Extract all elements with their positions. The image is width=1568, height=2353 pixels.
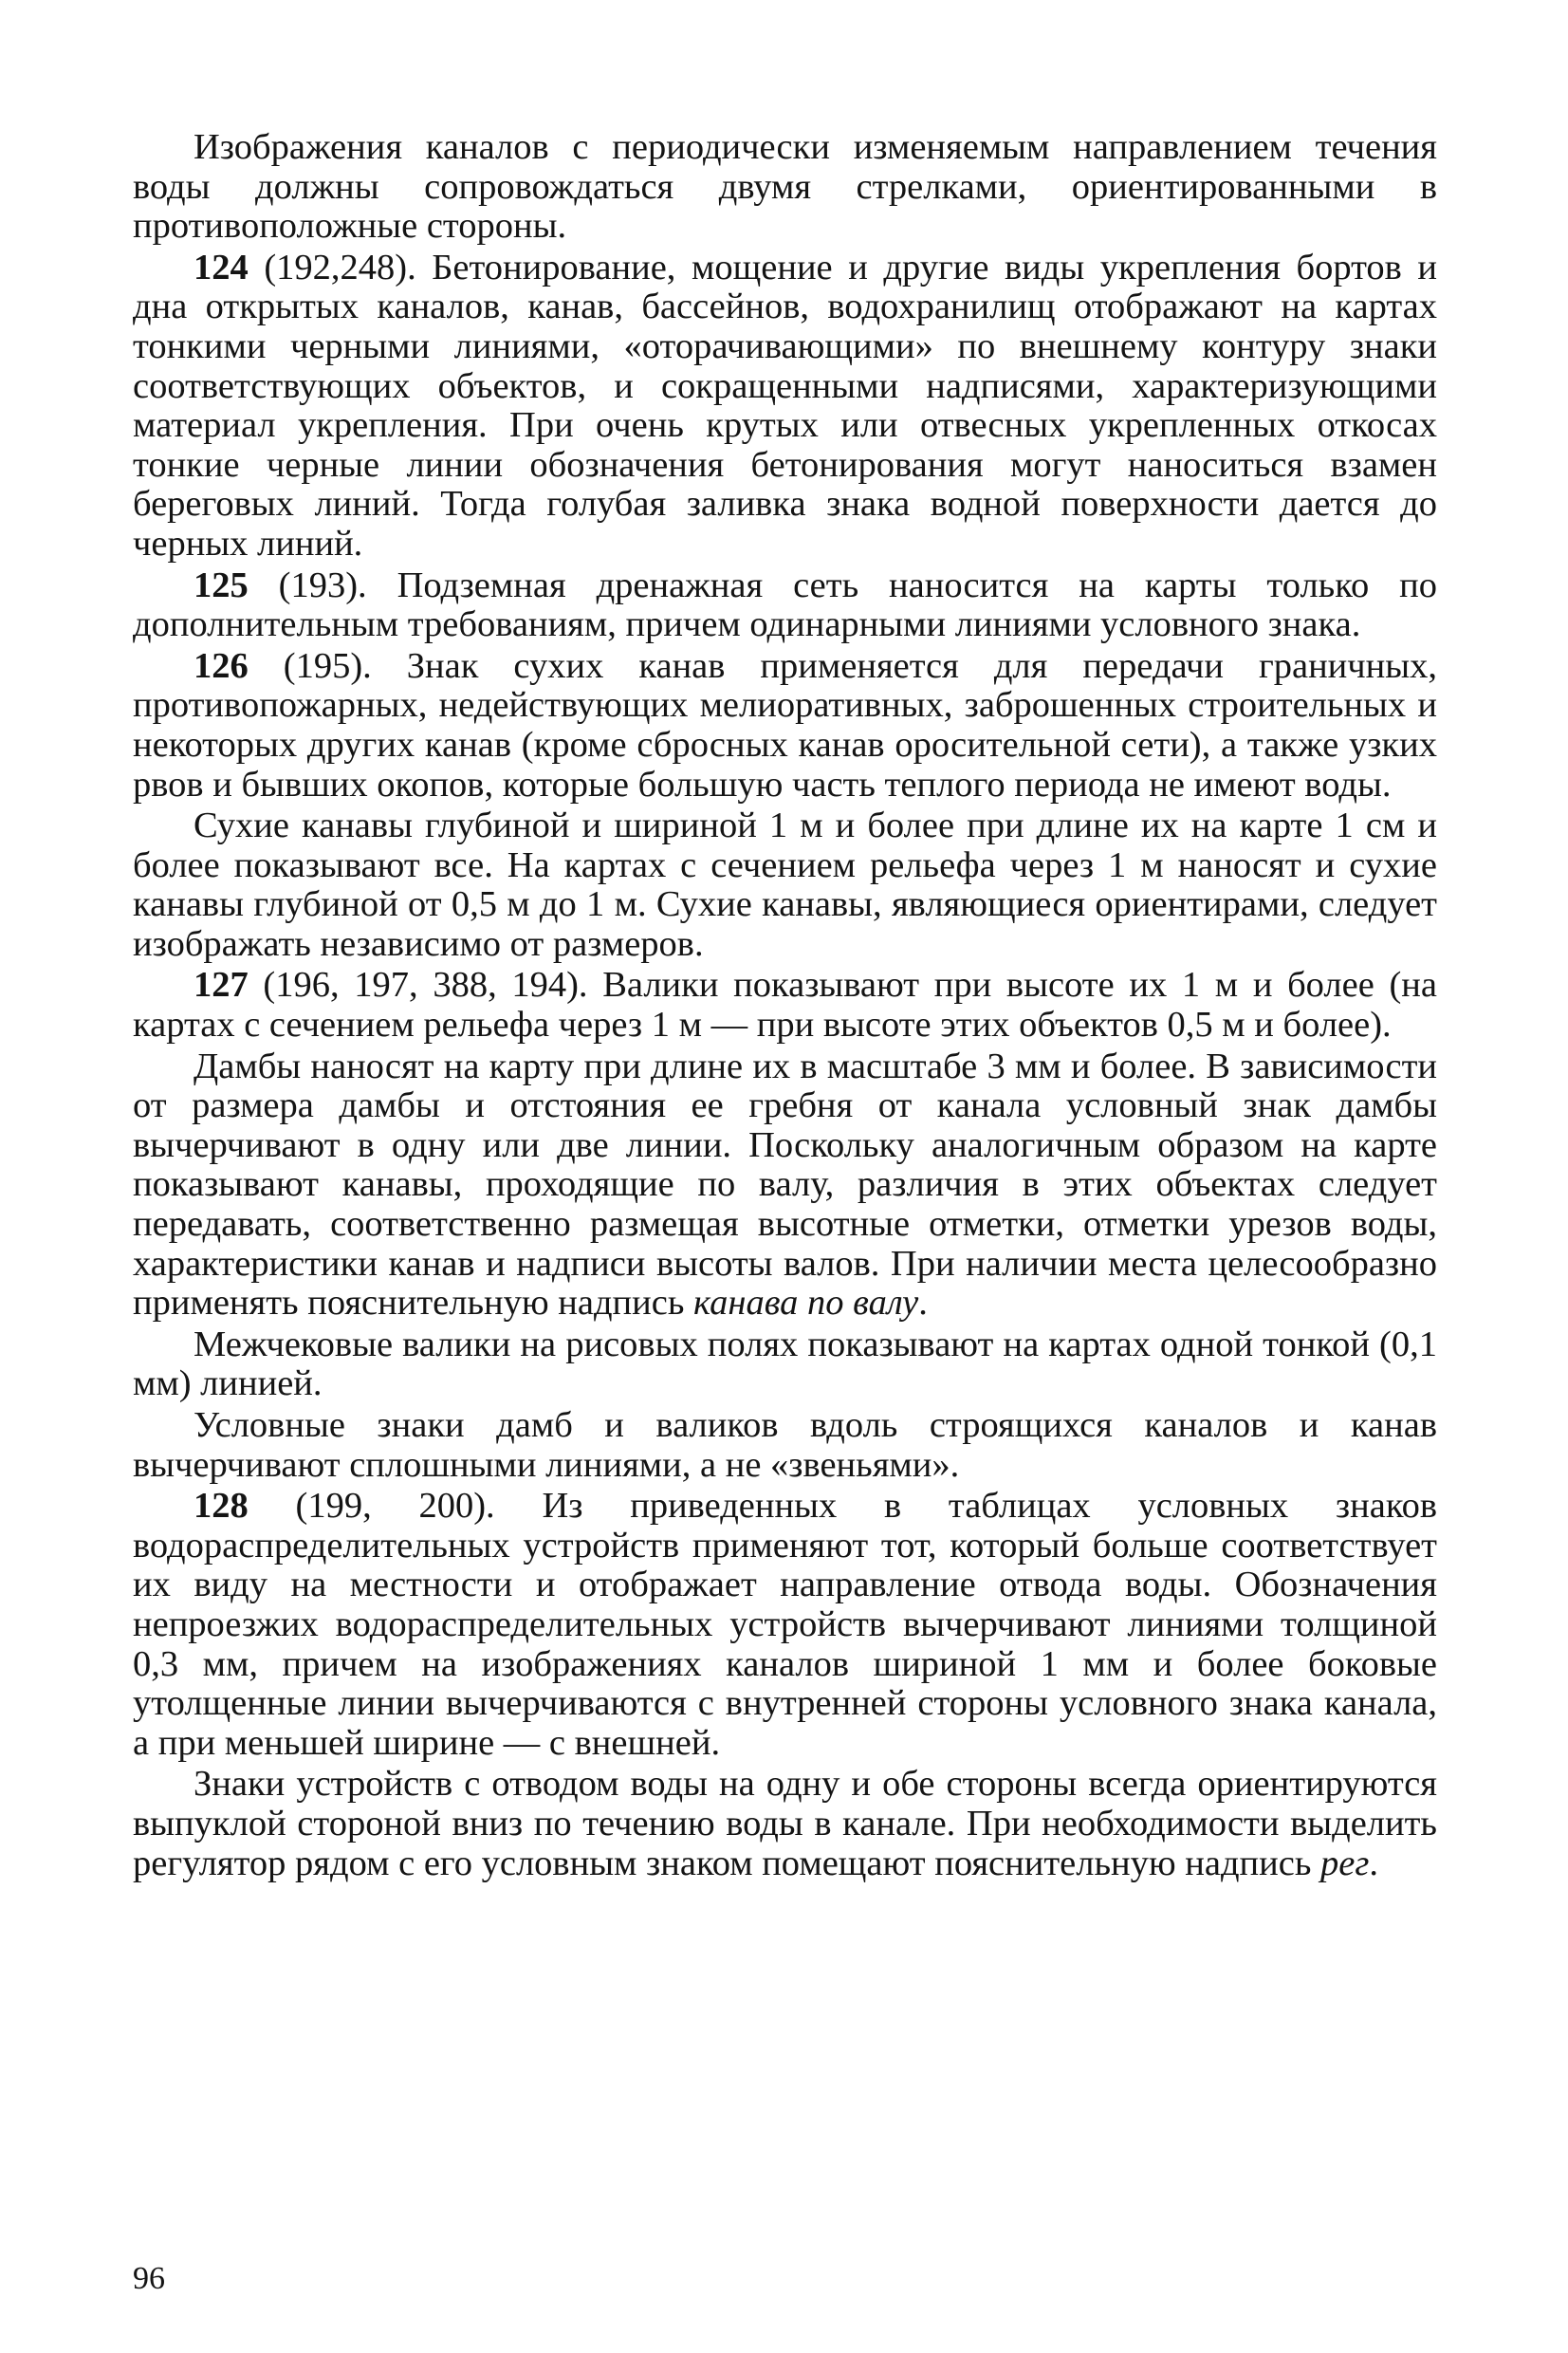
section-number: 124 <box>194 247 249 287</box>
paragraph-text: Знаки устройств с отводом воды на одну и обе стороны всегда ориентируются выпуклой стороной вниз по течению воды в канале. При необходимости выделить регулятор рядом с его условным знаком помещают пояснительную надпись <box>133 1764 1437 1883</box>
section-number: 127 <box>194 965 249 1006</box>
paragraph <box>133 128 1437 247</box>
page-number: 96 <box>133 2261 165 2296</box>
paragraph <box>133 1765 1437 1883</box>
paragraph-text: (192,248). Бетонирование, мощение и другие виды укрепления бортов и дна открытых каналов, канав, бассейнов, водохранилищ отображают на картах тонкими черными линиями, «оторачивающими» по внешнему контуру знаки соответствующих объектов, и сокращенными надписями, характеризующими материал укрепления. При очень крутых или отвесных укрепленных откосах тонкие черные линии обозначения бетонирования могут наноситься взамен береговых линий. Тогда голубая заливка знака водной поверхности дается до черных линий. <box>133 247 1437 564</box>
paragraph <box>133 966 1437 1045</box>
paragraph-text: Сухие канавы глубиной и шириной 1 м и более при длине их на карте 1 см и более показывают все. На картах с сечением рельефа через 1 м наносят и сухие канавы глубиной от 0,5 м до 1 м. Сухие канавы, являющиеся ориентирами, следует изображать независимо от размеров. <box>133 806 1437 964</box>
paragraph <box>133 806 1437 964</box>
paragraph <box>133 1325 1437 1404</box>
section-number: 126 <box>194 645 249 686</box>
paragraph <box>133 1047 1437 1324</box>
paragraph-tail: . <box>1369 1843 1379 1883</box>
paragraph-text: (195). Знак сухих канав применяется для передачи граничных, противопожарных, недействующих мелиоративных, заброшенных строительных и некоторых других канав (кроме сбросных канав оросительной сети), а также узких рвов и бывших окопов, которые большую часть теплого периода не имеют воды. <box>133 645 1437 805</box>
paragraph <box>133 1487 1437 1763</box>
italic-term: канава по валу <box>693 1283 919 1324</box>
paragraph-text: Межчековые валики на рисовых полях показывают на картах одной тонкой (0,1 мм) линией. <box>133 1324 1437 1404</box>
body-text <box>133 128 1437 1885</box>
paragraph-text: (199, 200). Из приведенных в таблицах условных знаков водораспределительных устройств применяют тот, который больше соответствует их виду на местности и отображает направление отвода воды. Обозначения непроезжих водораспределительных устройств вычерчивают линиями толщиной 0,3 мм, причем на изображениях каналов шириной 1 мм и более боковые утолщенные линии вычерчиваются с внутренней стороны условного знака канала, а при меньшей ширине — с внешней. <box>133 1486 1437 1763</box>
paragraph <box>133 647 1437 805</box>
paragraph-text: Изображения каналов с периодически изменяемым направлением течения воды должны сопровождаться двумя стрелками, ориентированными в противоположные стороны. <box>133 127 1437 247</box>
paragraph <box>133 1406 1437 1485</box>
paragraph <box>133 566 1437 645</box>
paragraph-text: Дамбы наносят на карту при длине их в масштабе 3 мм и более. В зависимости от размера дамбы и отстояния ее гребня от канала условный знак дамбы вычерчивают в одну или две линии. Поскольку аналогичным образом на карте показывают канавы, проходящие по валу, различия в этих объектах следует передавать, соответственно размещая высотные отметки, отметки урезов воды, характеристики канав и надписи высоты валов. При наличии места целесообразно применять пояснительную надпись <box>133 1046 1437 1324</box>
paragraph-text: (196, 197, 388, 194). Валики показывают при высоте их 1 м и более (на картах с сечением рельефа через 1 м — при высоте этих объектов 0,5 м и более). <box>133 965 1437 1046</box>
paragraph-text: Условные знаки дамб и валиков вдоль строящихся каналов и канав вычерчивают сплошными линиями, а не «звеньями». <box>133 1405 1437 1485</box>
paragraph-tail: . <box>918 1283 928 1324</box>
italic-term: рег <box>1320 1843 1370 1883</box>
section-number: 125 <box>194 565 249 605</box>
section-number: 128 <box>194 1486 249 1527</box>
paragraph <box>133 249 1437 565</box>
paragraph-text: (193). Подземная дренажная сеть наносится на карты только по дополнительным требованиям, причем одинарными линиями условного знака. <box>133 565 1437 645</box>
